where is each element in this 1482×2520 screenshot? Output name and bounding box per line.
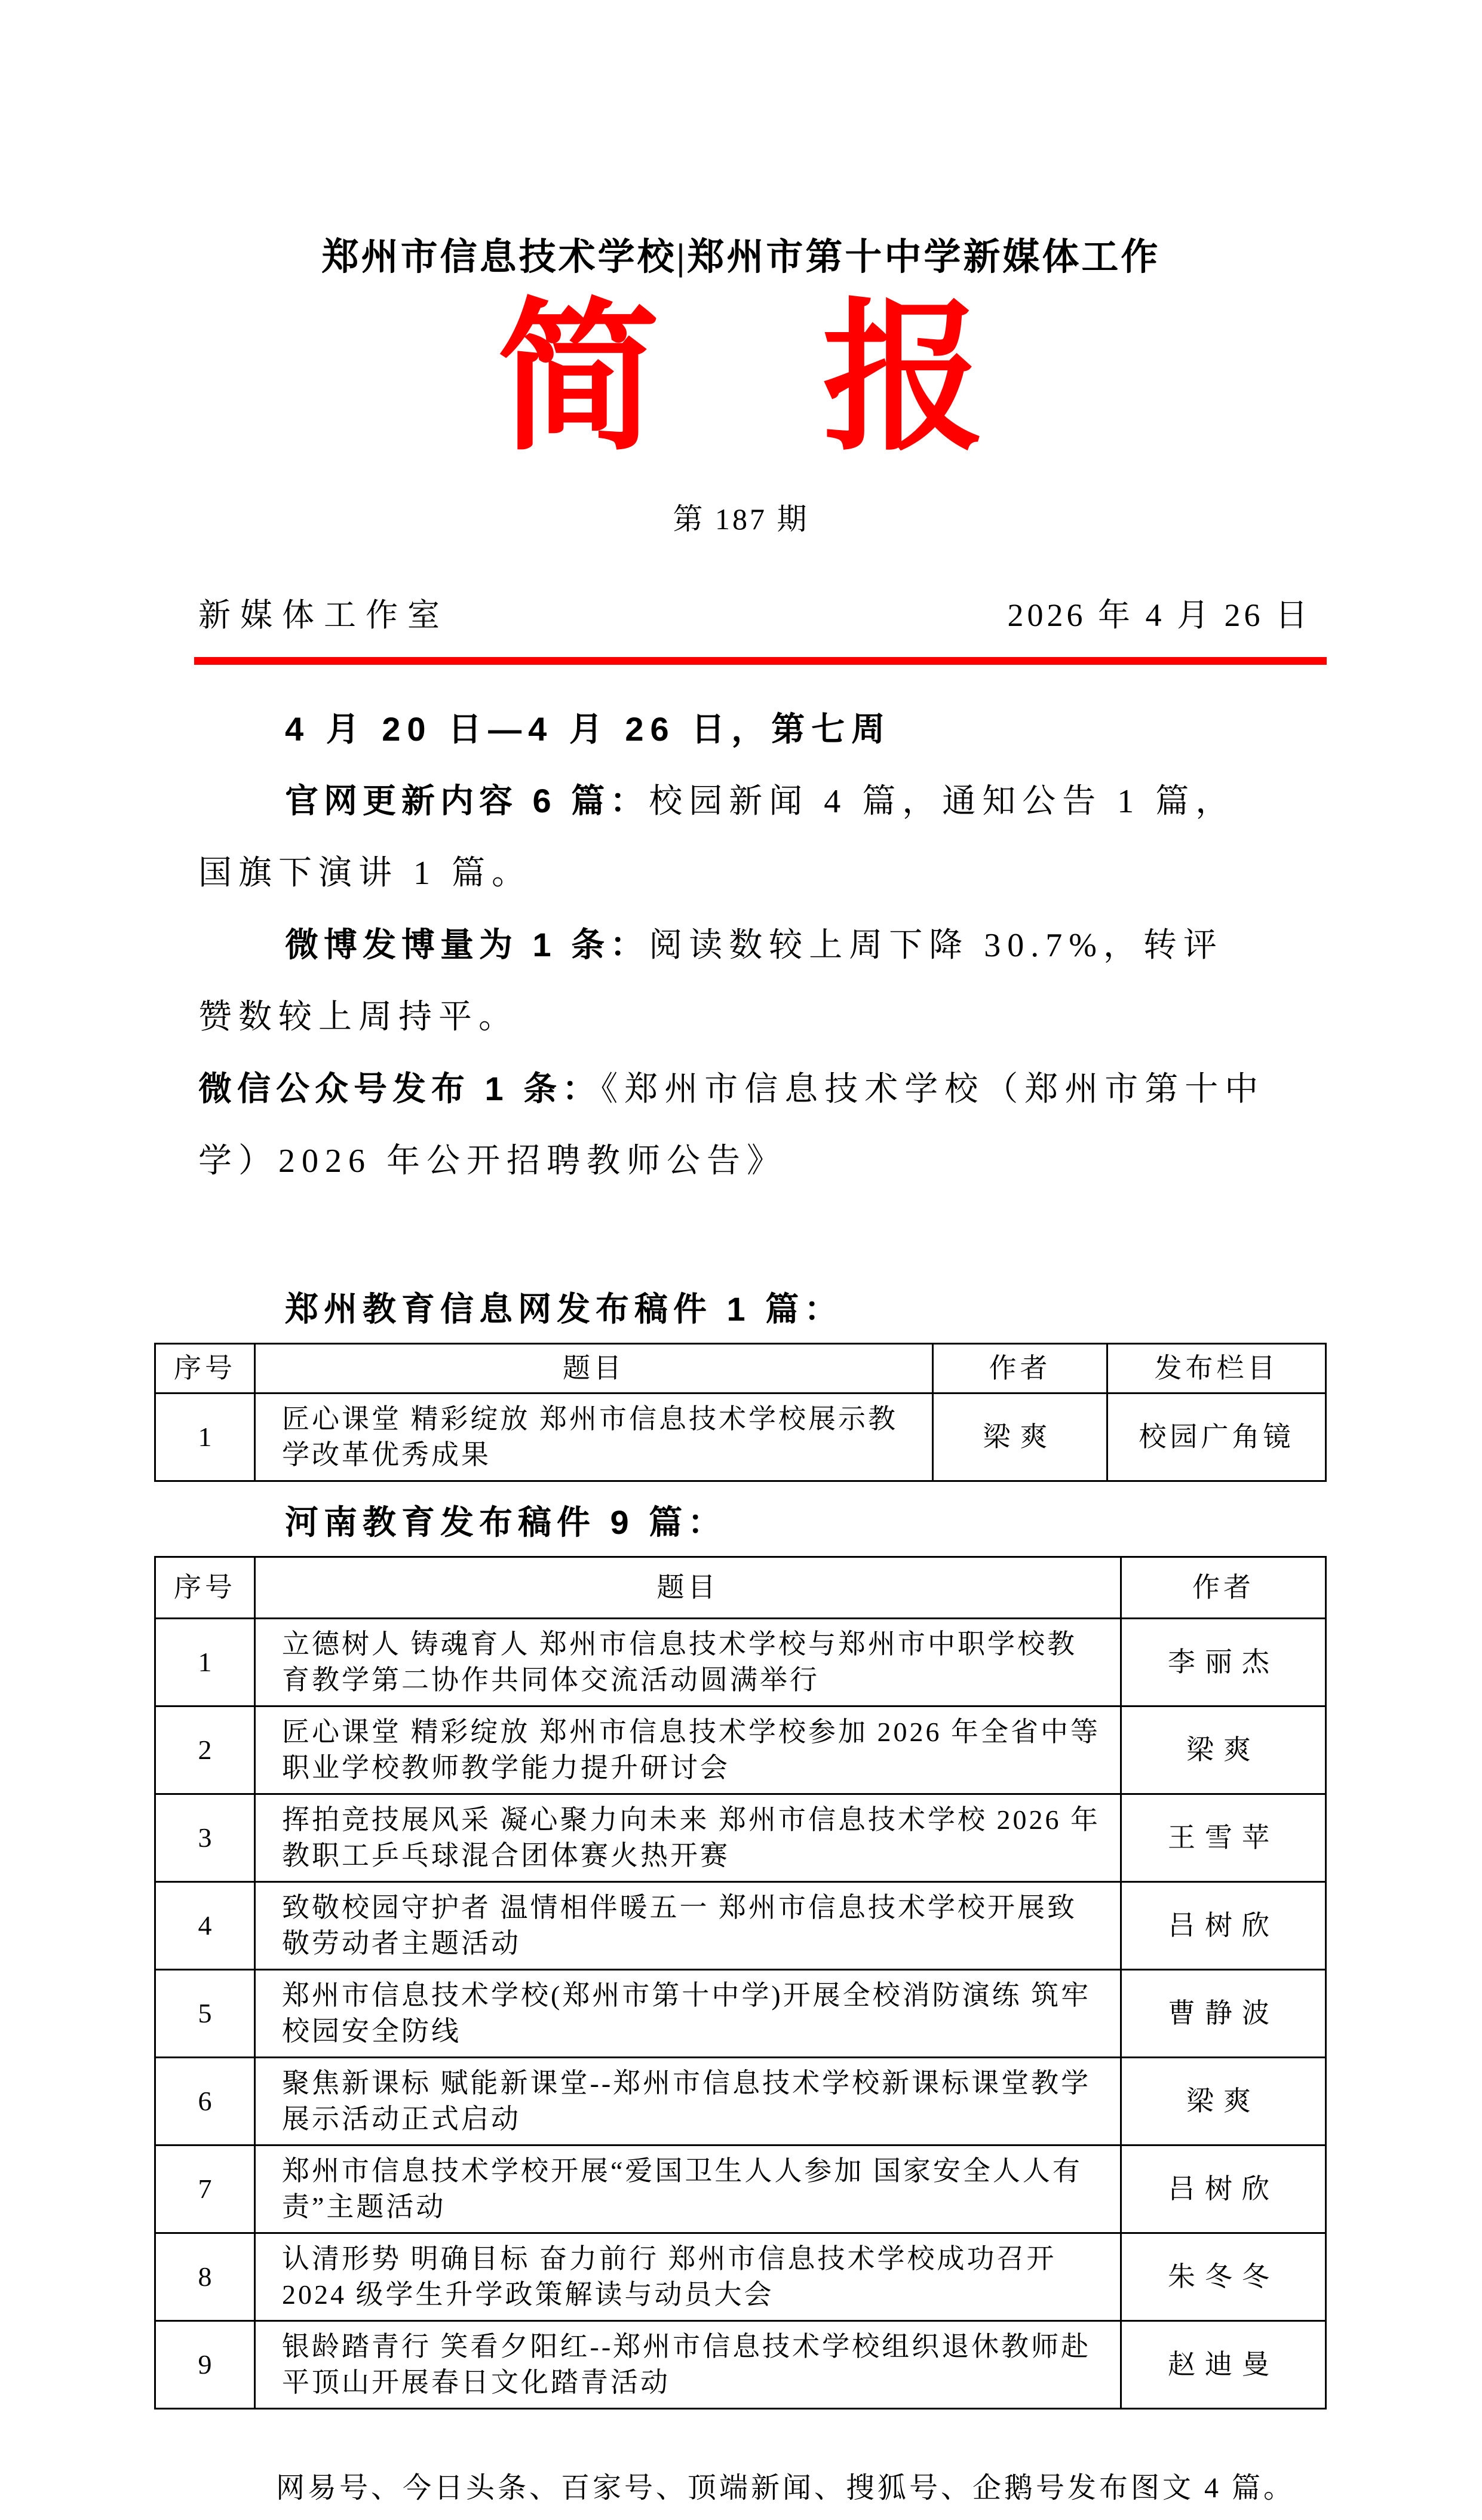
col-header-author: 作者 (1121, 1557, 1326, 1618)
row-author: 吕树欣 (1121, 1881, 1326, 1969)
row-author: 朱冬冬 (1121, 2233, 1326, 2321)
zhengzhou-table-header-row (155, 1343, 1326, 1393)
row-number: 5 (155, 1969, 255, 2057)
byline-row (198, 590, 1311, 636)
row-title: 郑州市信息技术学校开展“爱国卫生人人参加 国家安全人人有责”主题活动 (255, 2145, 1121, 2233)
row-title: 立德树人 铸魂育人 郑州市信息技术学校与郑州市中职学校教育教学第二协作共同体交流活动圆满举行 (255, 1618, 1121, 1706)
henan-table-row (155, 2057, 1326, 2145)
row-number: 3 (155, 1794, 255, 1881)
henan-table-row (155, 1618, 1326, 1706)
summary-section (198, 693, 1333, 1197)
henan-table-row (155, 2233, 1326, 2321)
wechat-lead: 微信公众号发布 1 条： (198, 1069, 602, 1107)
row-author: 曹静波 (1121, 1969, 1326, 2057)
henan-table (154, 1556, 1327, 2409)
row-title: 银龄踏青行 笑看夕阳红--郑州市信息技术学校组织退休教师赴平顶山开展春日文化踏青活动 (255, 2321, 1121, 2408)
zhengzhou-table-heading: 郑州教育信息网发布稿件 1 篇： (285, 1290, 843, 1328)
official-site-line2: 国旗下演讲 1 篇。 (198, 854, 532, 892)
zhengzhou-table (154, 1343, 1327, 1482)
weibo-line2: 赞数较上周持平。 (198, 998, 518, 1036)
row-number: 1 (155, 1393, 255, 1481)
henan-table-row (155, 1706, 1326, 1794)
row-title: 挥拍竞技展风采 凝心聚力向未来 郑州市信息技术学校 2026 年教职工乒乓球混合团体赛火热开赛 (255, 1794, 1121, 1881)
row-title: 致敬校园守护者 温情相伴暖五一 郑州市信息技术学校开展致敬劳动者主题活动 (255, 1881, 1121, 1969)
banner-title: 简 报 (497, 290, 985, 469)
issue-number: 第 187 期 (673, 502, 809, 536)
row-number: 1 (155, 1618, 255, 1706)
issue-date: 2026 年 4 月 26 日 (1007, 597, 1311, 633)
row-title: 郑州市信息技术学校(郑州市第十中学)开展全校消防演练 筑牢校园安全防线 (255, 1969, 1121, 2057)
col-header-author: 作者 (933, 1343, 1107, 1393)
official-site-text1: 校园新闻 4 篇，通知公告 1 篇， (649, 782, 1236, 820)
col-header-column: 发布栏目 (1107, 1343, 1326, 1393)
col-header-no: 序号 (155, 1343, 255, 1393)
row-number: 7 (155, 2145, 255, 2233)
row-author: 王雪苹 (1121, 1794, 1326, 1881)
row-number: 6 (155, 2057, 255, 2145)
row-number: 2 (155, 1706, 255, 1794)
row-title: 匠心课堂 精彩绽放 郑州市信息技术学校参加 2026 年全省中等职业学校教师教学能力提升研讨会 (255, 1706, 1121, 1794)
row-number: 4 (155, 1881, 255, 1969)
col-header-no: 序号 (155, 1557, 255, 1618)
row-number: 8 (155, 2233, 255, 2321)
henan-table-row (155, 1794, 1326, 1881)
row-author: 李丽杰 (1121, 1618, 1326, 1706)
henan-table-header-row (155, 1557, 1326, 1618)
row-author: 梁爽 (1121, 2057, 1326, 2145)
wechat-line1 (198, 1053, 1333, 1125)
wechat-text1: 《郑州市信息技术学校（郑州市第十中 (601, 1070, 1265, 1108)
row-author: 吕树欣 (1121, 2145, 1326, 2233)
week-range-line: 4 月 20 日—4 月 26 日，第七周 (285, 710, 892, 748)
official-site-lead: 官网更新内容 6 篇： (285, 781, 649, 819)
row-author: 赵迪曼 (1121, 2321, 1326, 2408)
row-column: 校园广角镜 (1107, 1393, 1326, 1481)
col-header-title: 题目 (255, 1557, 1121, 1618)
row-title: 认清形势 明确目标 奋力前行 郑州市信息技术学校成功召开 2024 级学生升学政策解读与动员大会 (255, 2233, 1121, 2321)
col-header-title: 题目 (255, 1343, 933, 1393)
row-number: 9 (155, 2321, 255, 2408)
weibo-text1: 阅读数较上周下降 30.7%，转评 (649, 926, 1223, 964)
office-name: 新媒体工作室 (198, 597, 449, 633)
row-author: 梁爽 (1121, 1706, 1326, 1794)
row-author: 梁爽 (933, 1393, 1107, 1481)
document-title: 郑州市信息技术学校|郑州市第十中学新媒体工作 (321, 237, 1161, 278)
henan-table-row (155, 1881, 1326, 1969)
weibo-lead: 微博发博量为 1 条： (285, 925, 649, 963)
official-site-line1 (198, 765, 1333, 837)
henan-table-heading: 河南教育发布稿件 9 篇： (285, 1503, 727, 1541)
red-divider (194, 657, 1327, 665)
henan-table-row (155, 2321, 1326, 2408)
other-platforms-note: 网易号、今日头条、百家号、顶端新闻、搜狐号、企鹅号发布图文 4 篇。 (276, 2472, 1296, 2504)
wechat-line2: 学）2026 年公开招聘教师公告》 (198, 1142, 787, 1180)
weibo-line1 (198, 909, 1333, 981)
zhengzhou-table-row (155, 1393, 1326, 1481)
row-title: 聚焦新课标 赋能新课堂--郑州市信息技术学校新课标课堂教学展示活动正式启动 (255, 2057, 1121, 2145)
henan-table-row (155, 2145, 1326, 2233)
row-title: 匠心课堂 精彩绽放 郑州市信息技术学校展示教学改革优秀成果 (255, 1393, 933, 1481)
henan-table-row (155, 1969, 1326, 2057)
